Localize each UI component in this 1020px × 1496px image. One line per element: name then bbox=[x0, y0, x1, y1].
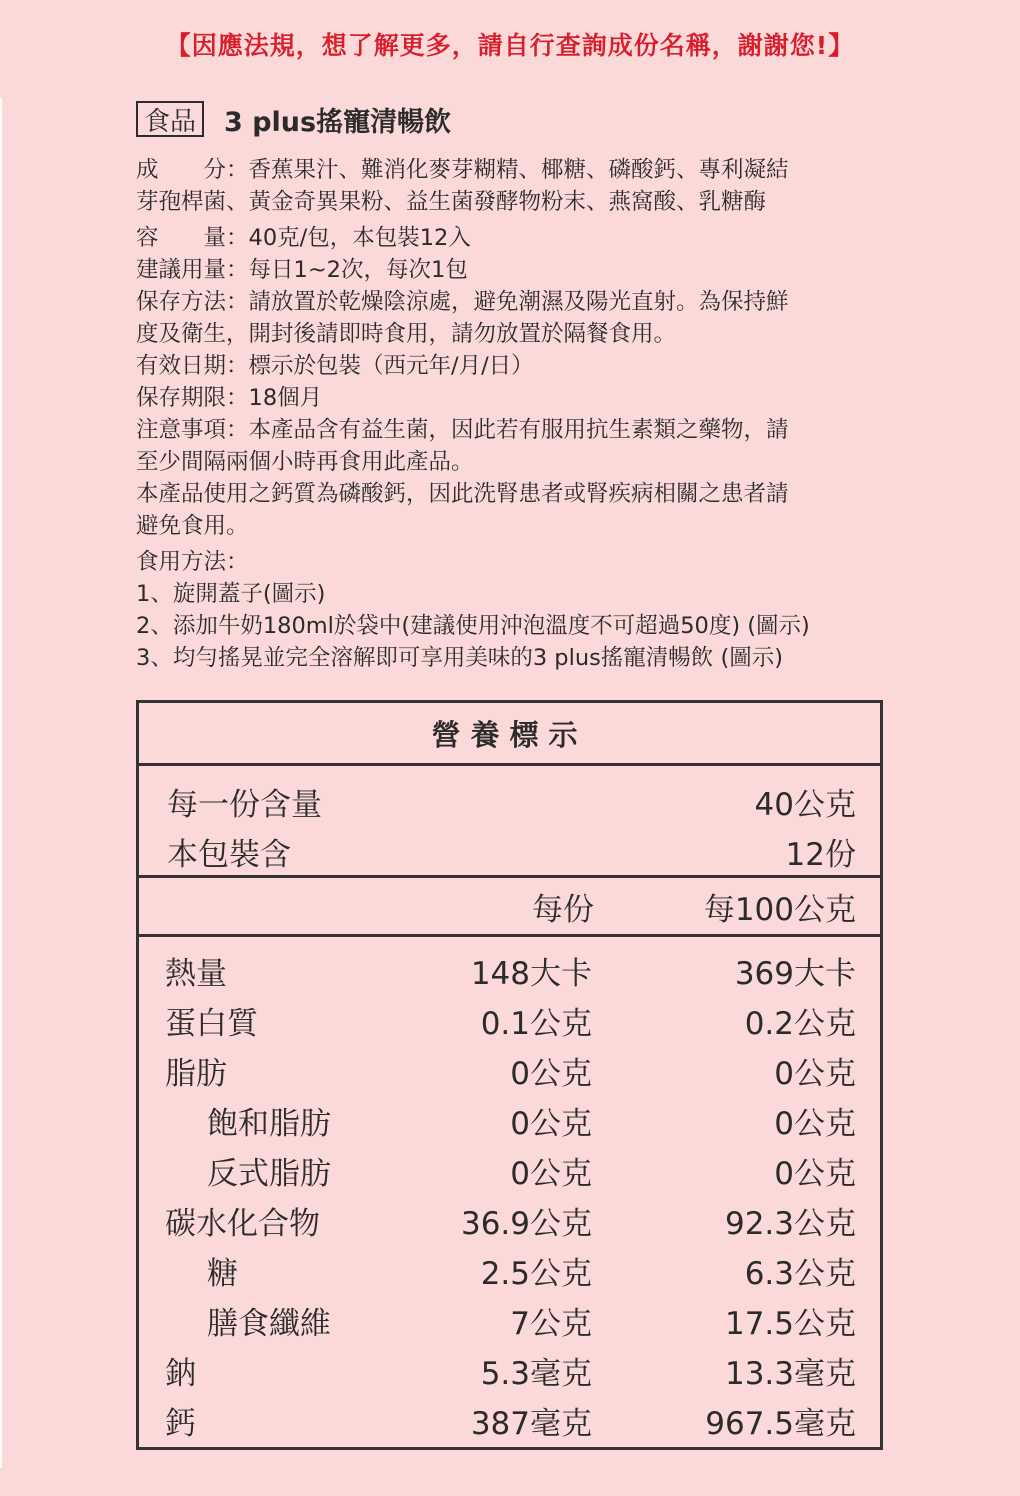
per-serving-value: 36.9公克 bbox=[460, 1205, 592, 1242]
nutrient-name: 膳食纖維 bbox=[207, 1305, 331, 1342]
nutrition-title: 營養標示 bbox=[139, 703, 880, 766]
per-serving-value: 5.3毫克 bbox=[480, 1355, 592, 1392]
ingredients-line-2: 芽孢桿菌、黃金奇異果粉、益生菌發酵物粉末、燕窩酸、乳糖酶 bbox=[136, 189, 767, 215]
nutrient-row bbox=[139, 945, 880, 995]
per-serving-value: 148大卡 bbox=[470, 955, 592, 992]
serving-size-value: 40公克 bbox=[754, 786, 856, 823]
dosage-value: 每日1~2次，每次1包 bbox=[248, 257, 468, 283]
per-serving-value: 0公克 bbox=[510, 1105, 592, 1142]
nutrient-row bbox=[139, 1095, 880, 1145]
serving-size-label: 每一份含量 bbox=[167, 786, 322, 823]
left-divider bbox=[0, 98, 2, 1468]
serving-size-row bbox=[139, 776, 880, 826]
nutrition-table bbox=[136, 700, 883, 1450]
nutrient-row bbox=[139, 1295, 880, 1345]
usage-label: 食用方法： bbox=[136, 549, 249, 575]
per-100g-value: 967.5毫克 bbox=[705, 1405, 856, 1442]
nutrient-name: 飽和脂肪 bbox=[207, 1105, 331, 1142]
expiry-value: 標示於包裝（西元年/月/日） bbox=[248, 353, 534, 379]
nutrient-row bbox=[139, 1245, 880, 1295]
ingredients-text-1: 香蕉果汁、難消化麥芽糊精、椰糖、磷酸鈣、專利凝結 bbox=[248, 157, 789, 183]
regulation-notice: 【因應法規，想了解更多，請自行查詢成份名稱，謝謝您!】 bbox=[165, 31, 855, 60]
category-tag: 食品 bbox=[136, 101, 204, 137]
per-100g-value: 0公克 bbox=[774, 1055, 856, 1092]
volume-label: 容 量： bbox=[136, 225, 249, 251]
per-serving-value: 0公克 bbox=[510, 1155, 592, 1192]
nutrient-row bbox=[139, 1145, 880, 1195]
caution-line-2: 至少間隔兩個小時再食用此產品。 bbox=[136, 449, 474, 475]
per-100g-value: 0公克 bbox=[774, 1105, 856, 1142]
calcium-note-2: 避免食用。 bbox=[136, 513, 249, 539]
nutrient-row bbox=[139, 1345, 880, 1395]
usage-step-2: 2、添加牛奶180ml於袋中(建議使用沖泡溫度不可超過50度) (圖示) bbox=[136, 613, 810, 639]
product-title bbox=[136, 98, 451, 140]
dosage-line bbox=[136, 254, 896, 286]
caution-label: 注意事項： bbox=[136, 417, 249, 443]
nutrient-name: 糖 bbox=[207, 1255, 238, 1292]
per-serving-value: 7公克 bbox=[510, 1305, 592, 1342]
dosage-label: 建議用量： bbox=[136, 257, 249, 283]
col-per-100g: 每100公克 bbox=[703, 891, 856, 928]
storage-label: 保存方法： bbox=[136, 289, 249, 315]
usage-step-1: 1、旋開蓋子(圖示) bbox=[136, 581, 326, 607]
product-name: 3 plus搖寵清暢飲 bbox=[224, 106, 452, 138]
per-serving-value: 2.5公克 bbox=[480, 1255, 592, 1292]
nutrient-name: 碳水化合物 bbox=[165, 1205, 320, 1242]
expiry-line bbox=[136, 350, 896, 382]
ingredients-label: 成 分： bbox=[136, 157, 249, 183]
col-per-serving: 每份 bbox=[532, 891, 594, 928]
servings-per-pack-label: 本包裝含 bbox=[167, 836, 291, 873]
nutrient-name: 鈉 bbox=[165, 1355, 196, 1392]
per-100g-value: 0公克 bbox=[774, 1155, 856, 1192]
nutrient-name: 鈣 bbox=[165, 1405, 196, 1442]
per-100g-value: 369大卡 bbox=[734, 955, 856, 992]
per-serving-value: 0.1公克 bbox=[480, 1005, 592, 1042]
nutrient-name: 熱量 bbox=[165, 955, 227, 992]
servings-per-pack-row bbox=[139, 826, 880, 876]
nutrient-name: 蛋白質 bbox=[165, 1005, 258, 1042]
caution-text-1: 本產品含有益生菌，因此若有服用抗生素類之藥物，請 bbox=[248, 417, 789, 443]
product-info bbox=[136, 154, 896, 674]
nutrient-rows bbox=[139, 937, 880, 1445]
storage-line-2: 度及衛生，開封後請即時食用，請勿放置於隔餐食用。 bbox=[136, 321, 677, 347]
expiry-label: 有效日期： bbox=[136, 353, 249, 379]
serving-info bbox=[139, 766, 880, 878]
per-100g-value: 17.5公克 bbox=[724, 1305, 856, 1342]
storage-text-1: 請放置於乾燥陰涼處，避免潮濕及陽光直射。為保持鮮 bbox=[248, 289, 789, 315]
column-headers bbox=[139, 878, 880, 937]
volume-value: 40克/包，本包裝12入 bbox=[248, 225, 471, 251]
per-100g-value: 13.3毫克 bbox=[724, 1355, 856, 1392]
usage-step-3: 3、均勻搖晃並完全溶解即可享用美味的3 plus搖寵清暢飲 (圖示) bbox=[136, 645, 784, 671]
per-serving-value: 387毫克 bbox=[470, 1405, 592, 1442]
per-serving-value: 0公克 bbox=[510, 1055, 592, 1092]
calcium-note-1: 本產品使用之鈣質為磷酸鈣，因此洗腎患者或腎疾病相關之患者請 bbox=[136, 481, 789, 507]
storage-line bbox=[136, 286, 896, 318]
per-100g-value: 92.3公克 bbox=[724, 1205, 856, 1242]
ingredients-line bbox=[136, 154, 896, 186]
nutrient-row bbox=[139, 1395, 880, 1445]
shelf-life-value: 18個月 bbox=[248, 385, 323, 411]
volume-line bbox=[136, 222, 896, 254]
nutrient-row bbox=[139, 1195, 880, 1245]
per-100g-value: 0.2公克 bbox=[744, 1005, 856, 1042]
caution-line bbox=[136, 414, 896, 446]
nutrient-row bbox=[139, 1045, 880, 1095]
servings-per-pack-value: 12份 bbox=[785, 836, 856, 873]
shelf-life-line bbox=[136, 382, 896, 414]
per-100g-value: 6.3公克 bbox=[744, 1255, 856, 1292]
nutrient-name: 脂肪 bbox=[165, 1055, 227, 1092]
shelf-life-label: 保存期限： bbox=[136, 385, 249, 411]
nutrient-name: 反式脂肪 bbox=[207, 1155, 331, 1192]
nutrient-row bbox=[139, 995, 880, 1045]
